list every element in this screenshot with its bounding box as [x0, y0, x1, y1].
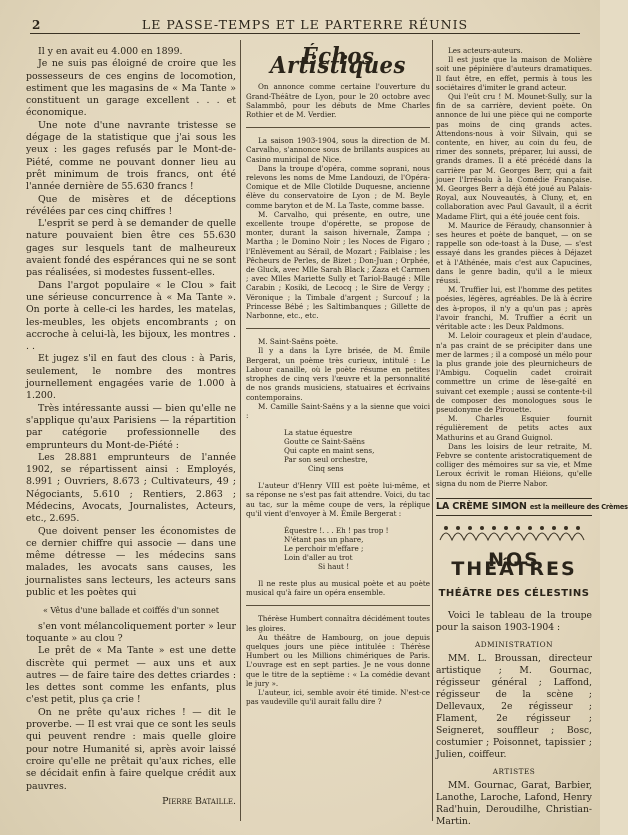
- subsection-heading: ARTISTES: [492, 766, 536, 776]
- floral-ornament-icon: [436, 522, 592, 544]
- paragraph: Très intéressante aussi — bien qu'elle ne s'applique qu'aux Parisiens — la répartition par catégorie professionnelle des emprunteurs du Mont-de-Piété :: [26, 402, 236, 451]
- paragraph: Et jugez s'il en faut des clous : à Paris, seulement, le nombre des montres journellement engagées varie de 1.000 à 1.200.: [26, 353, 236, 402]
- paragraph: M. Maurice de Féraudy, chansonnier à ses heures et poète de banquet, — on se rappelle son ode-toast à la Duse, — s'est essayé dans les grandes pièces à Déjazet et à l'Athénée, mais c'est aux Capucines, dans le genre badin, qu'il a le mieux réussi.: [436, 220, 592, 286]
- paragraph: Il est juste que la maison de Molière soit une pépinière d'auteurs dramatiques. Il faut être, en effet, permis à tous les sociétaires d'imiter le grand acteur.: [436, 55, 592, 92]
- column-middle: [246, 43, 430, 707]
- paragraph: Le prêt de « Ma Tante » est une dette discrète qui permet — aux uns et aux autres — de faire taire des dettes criardes : les dettes sont comme les enfants, plus c'est petit, plus ça crie !: [26, 645, 236, 706]
- paragraph: Dans l'argot populaire « le Clou » fait une sérieuse concurrence à « Ma Tante ». On porte à celle-ci les hardes, les matelas, les-meubles, les objets encombrants ; on accroche à celui-là, les bijoux, les montres . . .: [26, 279, 236, 353]
- poem-line: Loin d'aller au trot: [284, 552, 353, 562]
- poem-stanza: [284, 428, 430, 473]
- poem-line: Par son seul orchestre,: [284, 455, 368, 465]
- paragraph: L'esprit se perd à se demander de quelle nature pouvaient bien être ces 55.630 gages sur lesquels tant de malheureux avaient fondé des espérances qui ne se sont pas réalisées, si modestes fussent-elles.: [26, 218, 236, 279]
- poem-stanza: [284, 526, 430, 571]
- paragraph: Il ne reste plus au musical poète et au poète musical qu'à faire un opéra ensemble.: [246, 578, 430, 598]
- paragraph: M. Truffier lui, est l'homme des petites poésies, légères, agréables. De là à écrire des à-propos, il n'y a qu'un pas ; après l'avoir franchi, M. Truffier a écrit un véritable acte : les Deux Paldmons.: [436, 285, 592, 332]
- author-signature: Pierre Bataille.: [162, 795, 236, 807]
- paragraph: Que doivent penser les économistes de ce dernier chiffre qui associe — dans une même détresse — les médecins sans malades, les avocats sans causes, les journalistes sans lecteurs, les acteurs sans public et les poètes qui: [26, 525, 236, 599]
- poem-line: Si haut !: [318, 561, 350, 571]
- paragraph: s'en vont mélancoliquement porter » leur toquante » au clou ?: [26, 620, 236, 644]
- section-banner: Échos Artistiques: [270, 43, 406, 80]
- page-number: 2: [32, 18, 41, 32]
- paragraph: Qui l'eût cru ! M. Mounet-Sully, sur la fin de sa carrière, devient poète. On annonce de lui une pièce qui ne comporte pas moins de cinq grands actes. Attendons-nous à voir Silvain, qui se contente, en hiver, au coin du feu, de rimer des sonnets, préparer, lui aussi, de grands drames. Il a été précédé dans la carrière par M. Georges Berr, qui a fait jouer l'Irrésolu à la Comédie Française. M. Georges Berr a déjà été joué au Palais-Royal, aux Nouveautés, à Cluny, et, en collaboration avec Paul Gavault, il a écrit Madame Flirt, qui a été jouée cent fois.: [436, 92, 592, 221]
- paragraph: L'auteur d'Henry VIII est poète lui-même, et sa réponse ne s'est pas fait attendre. Voici, du tac au tac, sur la même coupe de vers, la réplique qu'il vient d'envoyer à M. Émile Bergerat :: [246, 481, 430, 518]
- paragraph: M. Charles Esquier fournit régulièrement de petits actes aux Mathurins et au Grand Guignol.: [436, 414, 592, 442]
- paragraph: Dans les loisirs de leur retraite, M. Febvre se contente aristocratiquement de colliger des mémoires sur sa vie, et Mme Leroux écrivit le roman Hiéions, qu'elle signa du nom de Pierre Nabor.: [436, 441, 592, 488]
- paragraph: Il y en avait eu 4.000 en 1899.: [38, 46, 183, 57]
- poem-line: Cinq sens: [308, 464, 344, 474]
- column-divider-right: [432, 40, 433, 821]
- ad-slogan: est la meilleure des Crèmes: [529, 502, 628, 511]
- paragraph: M. Leloir courageux et plein d'audace, n'a pas craint de se précipiter dans une mer de larmes ; il a composé un mélo pour la plus grande joie des pleurnicheurs de l'Ambigu. Coquelin cadet croirait commettre un crime de lèse-gaîté en suivant cet exemple ; aussi se contente-t-il de composer des monologues sous le pseudonyme de Pirouette.: [436, 331, 592, 414]
- subsection-heading: ADMINISTRATION: [474, 639, 554, 649]
- paragraph: L'auteur, ici, semble avoir été timide. N'est-ce pas vaudeville qu'il aurait fallu dire ?: [246, 687, 430, 707]
- poem-line: Équestre !. . . Eh ! pas trop !: [284, 525, 389, 535]
- paragraph: Au théâtre de Hambourg, on joue depuis quelques jours une pièce intitulée : Thérèse Humbert ou les Millions chimériques de Paris. L'ouvrage est en sept parties. Je ne vous donne que le titre de la septième : « La comédie devant le jury ».: [246, 632, 430, 688]
- paragraph: M. Saint-Saëns poète.: [258, 337, 339, 347]
- paragraph: Je ne suis pas éloigné de croire que les possesseurs de ces engins de locomotion, estiment que les magasins de « Ma Tante » constituent un garage excellent . . . et économique.: [26, 58, 236, 119]
- quoted-verse: « Vêtus d'une ballade et coiffés d'un sonnet: [42, 606, 220, 616]
- paragraph: Une note d'une navrante tristesse se dégage de la statistique que j'ai sous les yeux : les gages refusés par le Mont-de-Piété, comme ne pouvant donner lieu au prêt minimum de trois francs, ont été l'année dernière de 55.630 francs !: [26, 119, 236, 193]
- column-right: [436, 46, 628, 828]
- poem-line: Goutte ce Saint-Saëns: [284, 437, 365, 447]
- paragraph: Thérèse Humbert connaîtra décidément toutes les gloires.: [246, 614, 430, 633]
- paragraph: Que de misères et de déceptions révélées par ces cinq chiffres !: [26, 193, 236, 217]
- paragraph: M. Carvalho, qui présente, en outre, une excellente troupe d'opérette, se propose de monter, durant la saison hivernale, Zampa ; Martha ; le Domino Noir ; les Noces de Figaro ; l'Enlèvement au Sérail, de Mozart ; Faiblaise ; les Pêcheurs de Perles, de Bizet ; Don-Juan ; Orphée, de Gluck, avec Mlle Sarah Black ; Zaza et Carmen ; avec Mlles Mariette Sully et Tariol-Baugé : Mlle Carabin ; Kosiki, de Lecocq ; le Sire de Vergy ; Véronique ; la Timbale d'argent ; Surcouf ; la Princesse Bébé ; les Saltimbanques ; Gillette de Narbonne, etc., etc.: [246, 209, 430, 321]
- paragraph: MM. L. Broussan, directeur artistique ; M. Gournac, régisseur général ; Laffond, régisseur de la scène ; Dellevaux, 2e régisseur ; Flament, 2e régisseur ; Seigneret, souffleur ; Bosc, costumier ; Poisonnet, tapissier ; Julien, coiffeur.: [436, 652, 592, 760]
- paragraph: Voici le tableau de la troupe pour la saison 1903-1904 :: [436, 609, 592, 633]
- running-title: LE PASSE-TEMPS ET LE PARTERRE RÉUNIS: [141, 17, 469, 32]
- poem-line: Qui capte en maint sens,: [284, 446, 375, 456]
- paragraph: Les 28.881 emprunteurs de l'année 1902, se répartissent ainsi : Employés, 8.991 ; Ouvriers, 8.673 ; Cultivateurs, 49 ; Négociants, 5.610 ; Rentiers, 2.863 ; Médecins, Avocats, Journalistes, Acteurs, etc., 2.695.: [26, 451, 236, 525]
- paragraph: La saison 1903-1904, sous la direction de M. Carvalho, s'annonce sous de brillants auspices au Casino municipal de Nice.: [246, 136, 430, 164]
- paragraph: MM. Gournac, Garat, Barbier, Lanothe, Laroche, Lafond, Henry Rad'huin, Deroudilhe, Christian-Martin.: [436, 780, 592, 828]
- paragraph: Dans la troupe d'opéra, comme soprani, nous relevons les noms de Mme Landouzi, de l'Opéra-Comique et de Mlle Clotilde Duquesne, ancienne élève du conservatoire de Lyon ; de M. Beyle comme baryton et de M. La Taste, comme basse.: [246, 163, 430, 210]
- paragraph: On annonce comme certaine l'ouverture du Grand-Théâtre de Lyon, pour le 20 octobre avec Salammbô, pour les débuts de Mme Charles Rothier et de M. Verdier.: [246, 82, 430, 120]
- separator-rule: [246, 605, 430, 606]
- theatre-title: THÉÂTRE DES CÉLESTINS: [438, 587, 590, 599]
- column-divider-left: [240, 40, 241, 821]
- column-left: [26, 46, 236, 808]
- poem-line: Le perchoir m'effare ;: [284, 543, 364, 553]
- poem-line: N'étant pas un phare,: [284, 534, 364, 544]
- page-header: [30, 17, 580, 34]
- ad-brand: LA CRÈME SIMON: [436, 500, 527, 512]
- poem-line: La statue équestre: [284, 428, 353, 438]
- advertisement-banner: [436, 498, 628, 516]
- paragraph: Il y a dans la Lyre brisée, de M. Émile Bergerat, un poème très curieux, intitulé : Le Labour canaille, où le poète résume en petites strophes de cinq vers l'œuvre et la personnalité de nos grands musiciens, statuaires et écrivains contemporains.: [246, 346, 430, 402]
- paragraph: On ne prête qu'aux riches ! — dit le proverbe. — Il est vrai que ce sont les seuls qui peuvent rendre : mais quelle gloire pour notre Humanité si, après avoir laissé croire qu'elle ne prêtait qu'aux riches, elle se décidait enfin à faire quelque crédit aux pauvres.: [26, 706, 236, 792]
- paragraph: Les acteurs-auteurs.: [448, 46, 523, 55]
- section-heading-theatres: NOS THÉÂTRES: [451, 549, 577, 581]
- paragraph: M. Camille Saint-Saëns y a la sienne que voici :: [246, 401, 430, 420]
- separator-rule: [246, 328, 430, 329]
- separator-rule: [246, 127, 430, 128]
